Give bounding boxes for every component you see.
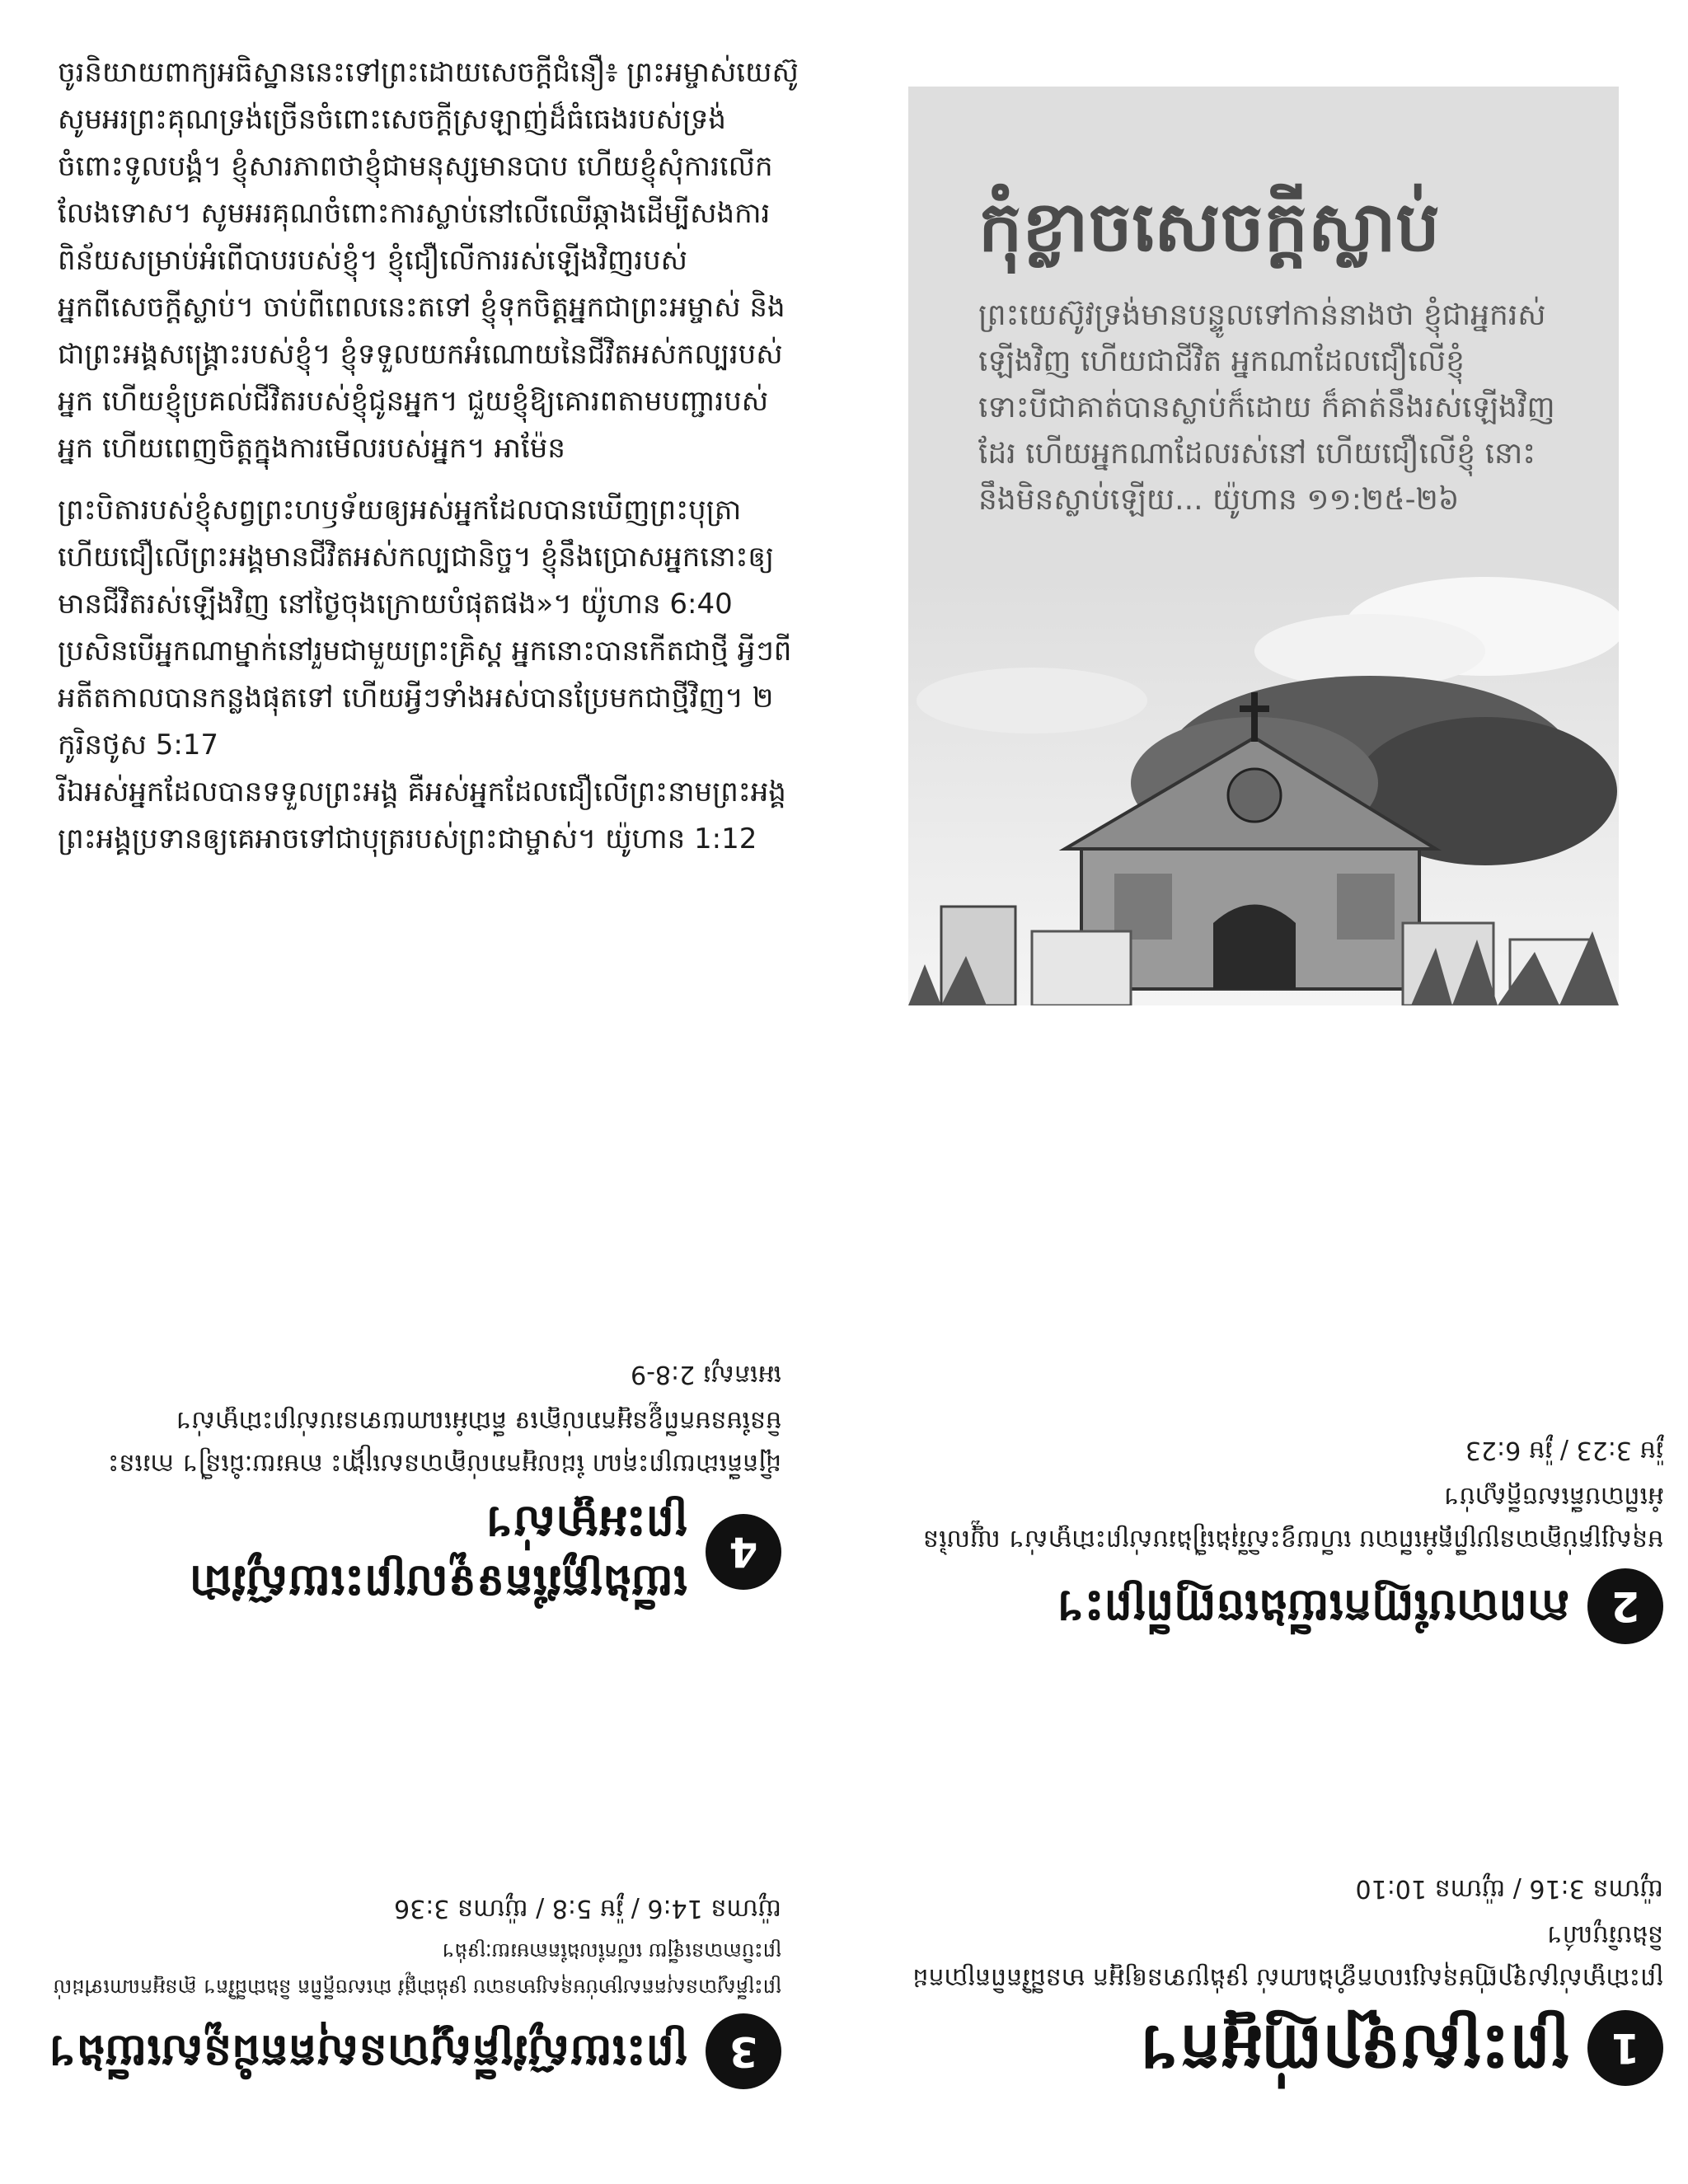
step-2-title: ភាពបាបញែកយើងចេញពីព្រះ។ xyxy=(1055,1581,1569,1633)
step-3-verses: យ៉ូហាន 14:6 / រ៉ូម 5:8 / យ៉ូហាន 3:36 xyxy=(394,1894,781,1923)
step-1-verses: យ៉ូហាន 3:16 / យ៉ូហាន 10:10 xyxy=(1355,1874,1663,1903)
step-3 xyxy=(40,1886,781,2089)
verse-john-1-12: រីឯអស់អ្នកដែលបានទទួលព្រះអង្គ គឺអស់អ្នកដែលជឿលើព្រះនាមព្រះអង្គ ព្រះអង្គប្រទានឲ្យគេអាចទៅជាបុត្ររបស់ព្រះជាម្ចាស់។ យ៉ូហាន 1:12 xyxy=(58,776,786,855)
prayer-text: ចូរនិយាយពាក្យអធិស្ឋាននេះទៅព្រះដោយសេចក្ដីជំនឿ៖ ព្រះអម្ចាស់យេស៊ូ សូមអរព្រះគុណទ្រង់ច្រើនចំពោះសេចក្តីស្រឡាញ់ដ៏ធំធេងរបស់ទ្រង់ចំពោះទូលបង្គំ។ ខ្ញុំសារភាពថាខ្ញុំជាមនុស្សមានបាប ហើយខ្ញុំសុំការលើកលែងទោស។ សូមអរគុណចំពោះការស្លាប់នៅលើឈើឆ្កាងដើម្បីសងការពិន័យសម្រាប់អំពើបាបរបស់ខ្ញុំ។ ខ្ញុំជឿលើការរស់ឡើងវិញរបស់អ្នកពីសេចក្តីស្លាប់។ ចាប់ពីពេលនេះតទៅ ខ្ញុំទុកចិត្តអ្នកជាព្រះអម្ចាស់ និងជាព្រះអង្គសង្គ្រោះរបស់ខ្ញុំ។ ខ្ញុំទទួលយកអំណោយនៃជីវិតអស់កល្បរបស់អ្នក ហើយខ្ញុំប្រគល់ជីវិតរបស់ខ្ញុំជូនអ្នក។ ជួយខ្ញុំឱ្យគោរពតាមបញ្ជារបស់អ្នក ហើយពេញចិត្តក្នុងការមើលរបស់អ្នក។ អាម៉ែន xyxy=(58,56,799,465)
step-1 xyxy=(905,1867,1663,2089)
church-cemetery-illustration xyxy=(908,577,1619,1005)
cover-title: កុំខ្លាចសេចក្តីស្លាប់ xyxy=(978,186,1440,267)
step-1-title: ព្រះស្រឡាញ់អ្នក។ xyxy=(1137,2011,1569,2085)
step-4 xyxy=(40,1352,781,1611)
prayer-section xyxy=(58,49,799,863)
step-1-number-badge: 1 xyxy=(1587,2010,1663,2086)
step-2-body: មនុស្សគ្រប់គ្នាបានប្រព្រឹត្តអំពើបាប ហើយខ្វះសិរីរុងរឿងរបស់ព្រះជាម្ចាស់។ ឈ្នួលនៃអំពើបាបគឺសេចក្តីស្លាប់។ xyxy=(922,1482,1663,1554)
verse-2-corinthians-5-17: ប្រសិនបើអ្នកណាម្នាក់នៅរួមជាមួយព្រះគ្រិស្ត អ្នកនោះបានកើតជាថ្មី អ្វីៗពីអតីតកាលបានកន្លងផុតទៅ ហើយអ្វីៗទាំងអស់បានប្រែមកជាថ្មីវិញ។ ២ កូរិនថូស 5:17 xyxy=(58,635,792,762)
cover-quote-reference: យ៉ូហាន ១១:២៥-២៦ xyxy=(1212,483,1460,517)
step-4-verses: អេភេសូរ 2:8-9 xyxy=(631,1360,781,1389)
step-2-number-badge: 2 xyxy=(1587,1568,1663,1644)
step-3-number-badge: 3 xyxy=(706,2013,781,2089)
step-2 xyxy=(905,1428,1663,1644)
verses-block xyxy=(58,487,799,863)
cover-quote-text: ព្រះយេស៊ូវទ្រង់មានបន្ទូលទៅកាន់នាងថា ខ្ញុំជាអ្នករស់ឡើងវិញ ហើយជាជីវិត អ្នកណាដែលជឿលើខ្ញុំ ទោះបីជាគាត់បានស្លាប់ក៏ដោយ ក៏គាត់នឹងរស់ឡើងវិញដែរ ហើយអ្នកណាដែលរស់នៅ ហើយជឿលើខ្ញុំ នោះនឹងមិនស្លាប់ឡើយ... xyxy=(978,298,1555,517)
cover-panel xyxy=(908,87,1619,1005)
step-4-number-badge: 4 xyxy=(706,1514,781,1590)
steps-section-rotated xyxy=(0,1092,1688,2139)
step-1-body: ព្រះជាម្ចាស់ស្រឡាញ់មនុស្សលោកខ្លាំងណាស់ ទ្រង់ប្រទានឲ្យអ្នក មានជីវិតពិតប្រាកដ និងបរិបូណ៌។ xyxy=(912,1920,1663,1992)
step-2-verses: រ៉ូម 3:23 / រ៉ូម 6:23 xyxy=(1465,1436,1663,1465)
cover-quote xyxy=(978,293,1555,523)
verse-john-6-40: ព្រះបិតារបស់ខ្ញុំសព្វព្រះហឫទ័យឲ្យអស់អ្នកដែលបានឃើញព្រះបុត្រា ហើយជឿលើព្រះអង្គមានជីវិតអស់កល្បជានិច្ច។ ខ្ញុំនឹងប្រោសអ្នកនោះឲ្យមានជីវិតរស់ឡើងវិញ នៅថ្ងៃចុងក្រោយបំផុតផង»។ យ៉ូហាន 6:40 xyxy=(58,494,775,621)
step-4-body: ដ្បិតគឺដោយព្រះគុណ ដែលអ្នករាល់គ្នាបានសង្គ្រោះ តាមរយៈជំនឿ។ ការនេះមិនមែនមកពីខ្លួនអ្នករាល់គ្នាទេ គឺជាអំណោយទានរបស់ព្រះជាម្ចាស់។ xyxy=(108,1406,781,1478)
step-3-title: ព្រះយេស៊ូវគ្រីស្ទបានសុគតជំនួសយើង។ xyxy=(46,2026,687,2078)
step-3-body: ព្រះគ្រីស្ទបានសុគតសម្រាប់មនុស្សមានបាប ទ្រង់ជាផ្លូវ ជាសេចក្តីពិត និងជាជីវិត។ គ្មានអ្នកណាទៅដល់ព្រះបិតាបានឡើយ លើកលែងតែតាមរយៈទ្រង់។ xyxy=(53,1939,781,1999)
step-4-title: យើងត្រូវតែទទួលព្រះយេស៊ូវជាព្រះអម្ចាស់។ xyxy=(189,1497,687,1608)
